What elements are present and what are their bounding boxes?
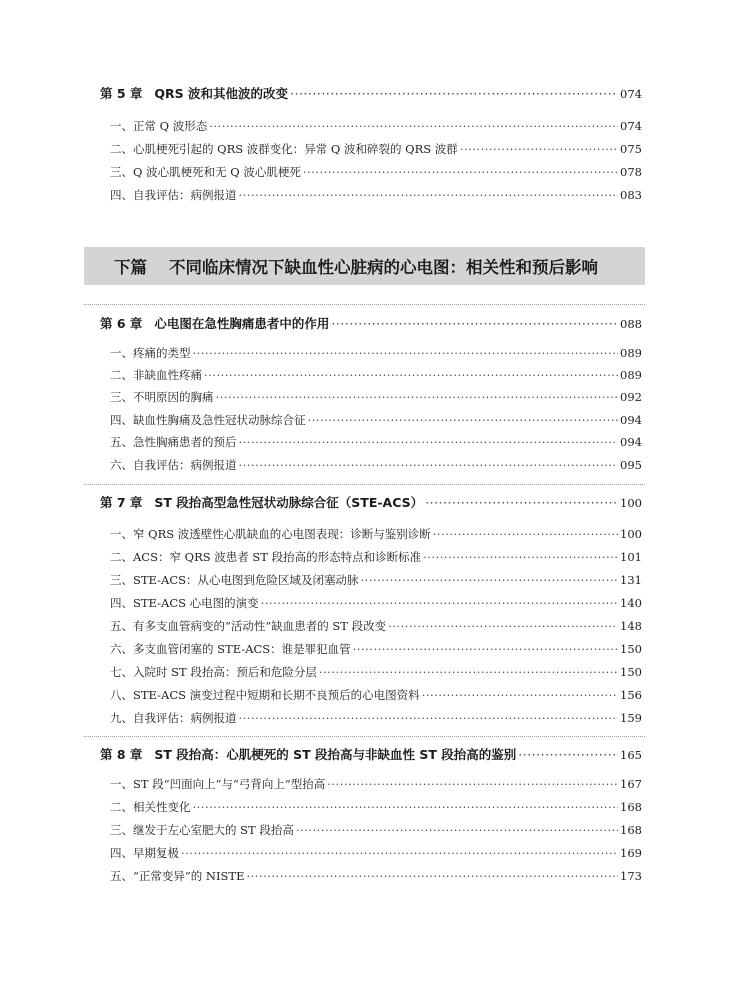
entry-label: 五、急性胸痛患者的预后 xyxy=(110,435,237,449)
leader-dots xyxy=(239,458,619,472)
leader-dots xyxy=(290,86,618,101)
leader-dots xyxy=(425,495,618,510)
entry-label: 三、继发于左心室肥大的 ST 段抬高 xyxy=(110,823,294,837)
leader-dots xyxy=(353,642,618,656)
leader-dots xyxy=(460,142,618,156)
toc-entry[interactable] xyxy=(110,434,642,450)
chapter-number: 第 6 章 xyxy=(100,316,143,331)
toc-entry[interactable] xyxy=(110,868,642,884)
page-number: 074 xyxy=(620,119,642,133)
leader-dots xyxy=(204,368,618,382)
entry-label: 三、Q 波心肌梗死和无 Q 波心肌梗死 xyxy=(110,165,301,179)
leader-dots xyxy=(246,869,618,883)
page-number: 078 xyxy=(620,165,642,179)
page-number: 150 xyxy=(620,665,642,679)
part-banner xyxy=(84,247,645,285)
toc-entry[interactable] xyxy=(110,118,642,134)
entry-label: 八、STE-ACS 演变过程中短期和长期不良预后的心电图资料 xyxy=(110,688,420,702)
entry-label: 一、正常 Q 波形态 xyxy=(110,119,208,133)
chapter-title: ST 段抬高型急性冠状动脉综合征（STE-ACS） xyxy=(154,495,424,510)
toc-entry[interactable] xyxy=(110,526,642,542)
leader-dots xyxy=(261,596,618,610)
page-number: 150 xyxy=(620,642,642,656)
leader-dots xyxy=(319,665,618,679)
entry-label: 二、非缺血性疼痛 xyxy=(110,368,202,382)
toc-entry[interactable] xyxy=(110,572,642,588)
chapter-7-heading[interactable] xyxy=(100,493,642,511)
entry-label: 四、早期复极 xyxy=(110,846,179,860)
entry-label: 二、心肌梗死引起的 QRS 波群变化：异常 Q 波和碎裂的 QRS 波群 xyxy=(110,142,458,156)
entry-label: 七、入院时 ST 段抬高：预后和危险分层 xyxy=(110,665,317,679)
entry-label: 二、相关性变化 xyxy=(110,800,191,814)
toc-entry[interactable] xyxy=(110,641,642,657)
toc-entry[interactable] xyxy=(110,845,642,861)
entry-label: 三、不明原因的胸痛 xyxy=(110,390,214,404)
entry-label: 六、多支血管闭塞的 STE-ACS：谁是罪犯血管 xyxy=(110,642,351,656)
leader-dots xyxy=(216,390,619,404)
toc-entry[interactable] xyxy=(110,776,642,792)
entry-label: 九、自我评估：病例报道 xyxy=(110,711,237,725)
page-number: 074 xyxy=(620,87,642,101)
page-number: 083 xyxy=(620,188,642,202)
entry-label: 三、STE-ACS：从心电图到危险区域及闭塞动脉 xyxy=(110,573,359,587)
entry-label: 一、疼痛的类型 xyxy=(110,346,191,360)
page-number: 094 xyxy=(620,413,642,427)
page-number: 088 xyxy=(620,317,642,331)
toc-entry[interactable] xyxy=(110,412,642,428)
chapter-title: ST 段抬高：心肌梗死的 ST 段抬高与非缺血性 ST 段抬高的鉴别 xyxy=(154,747,517,762)
page-number: 089 xyxy=(620,346,642,360)
toc-entry[interactable] xyxy=(110,595,642,611)
leader-dots xyxy=(327,777,618,791)
leader-dots xyxy=(239,435,619,449)
leader-dots xyxy=(361,573,619,587)
toc-entry[interactable] xyxy=(110,549,642,565)
page-number: 148 xyxy=(620,619,642,633)
toc-entry[interactable] xyxy=(110,457,642,473)
chapter-title: QRS 波和其他波的改变 xyxy=(154,86,289,101)
leader-dots xyxy=(181,846,618,860)
page-number: 156 xyxy=(620,688,642,702)
entry-label: 四、自我评估：病例报道 xyxy=(110,188,237,202)
leader-dots xyxy=(518,747,618,762)
page-number: 165 xyxy=(620,748,642,762)
toc-entry[interactable] xyxy=(110,164,642,180)
leader-dots xyxy=(433,527,618,541)
page-number: 131 xyxy=(620,573,642,587)
leader-dots xyxy=(193,800,619,814)
section-divider xyxy=(84,484,645,485)
toc-entry[interactable] xyxy=(110,141,642,157)
entry-label: 四、STE-ACS 心电图的演变 xyxy=(110,596,259,610)
page-number: 169 xyxy=(620,846,642,860)
chapter-5-heading[interactable] xyxy=(100,84,642,102)
page-number: 095 xyxy=(620,458,642,472)
page-number: 100 xyxy=(620,527,642,541)
chapter-title: 心电图在急性胸痛患者中的作用 xyxy=(154,316,330,331)
chapter-number: 第 8 章 xyxy=(100,747,143,762)
toc-entry[interactable] xyxy=(110,687,642,703)
leader-dots xyxy=(331,316,618,331)
entry-label: 六、自我评估：病例报道 xyxy=(110,458,237,472)
entry-label: 二、ACS：窄 QRS 波患者 ST 段抬高的形态特点和诊断标准 xyxy=(110,550,422,564)
leader-dots xyxy=(296,823,618,837)
toc-entry[interactable] xyxy=(110,187,642,203)
page-number: 094 xyxy=(620,435,642,449)
page-number: 167 xyxy=(620,777,642,791)
leader-dots xyxy=(422,688,618,702)
part-label: 下篇 xyxy=(114,258,147,277)
leader-dots xyxy=(193,346,619,360)
page-number: 101 xyxy=(620,550,642,564)
toc-entry[interactable] xyxy=(110,618,642,634)
toc-entry[interactable] xyxy=(110,664,642,680)
toc-entry[interactable] xyxy=(110,710,642,726)
page-number: 168 xyxy=(620,823,642,837)
toc-entry[interactable] xyxy=(110,367,642,383)
page-number: 140 xyxy=(620,596,642,610)
page-number: 173 xyxy=(620,869,642,883)
section-divider xyxy=(84,304,645,305)
leader-dots xyxy=(239,188,619,202)
entry-label: 一、ST 段“凹面向上”与“弓背向上”型抬高 xyxy=(110,777,326,791)
page-number: 100 xyxy=(620,496,642,510)
chapter-number: 第 7 章 xyxy=(100,495,143,510)
entry-label: 一、窄 QRS 波透壁性心肌缺血的心电图表现：诊断与鉴别诊断 xyxy=(110,527,431,541)
entry-label: 四、缺血性胸痛及急性冠状动脉综合征 xyxy=(110,413,306,427)
part-title: 不同临床情况下缺血性心脏病的心电图：相关性和预后影响 xyxy=(169,258,598,277)
toc-entry[interactable] xyxy=(110,799,642,815)
page-number: 159 xyxy=(620,711,642,725)
chapter-number: 第 5 章 xyxy=(100,86,143,101)
entry-label: 五、“正常变异”的 NISTE xyxy=(110,869,245,883)
leader-dots xyxy=(209,119,618,133)
toc-entry[interactable] xyxy=(110,345,642,361)
page-number: 075 xyxy=(620,142,642,156)
leader-dots xyxy=(388,619,618,633)
page-number: 092 xyxy=(620,390,642,404)
toc-entry[interactable] xyxy=(110,389,642,405)
page-number: 168 xyxy=(620,800,642,814)
section-divider xyxy=(84,736,645,737)
entry-label: 五、有多支血管病变的“活动性”缺血患者的 ST 段改变 xyxy=(110,619,387,633)
chapter-8-heading[interactable] xyxy=(100,745,642,763)
leader-dots xyxy=(308,413,619,427)
page-number: 089 xyxy=(620,368,642,382)
chapter-6-heading[interactable] xyxy=(100,314,642,332)
leader-dots xyxy=(303,165,618,179)
leader-dots xyxy=(239,711,619,725)
toc-entry[interactable] xyxy=(110,822,642,838)
leader-dots xyxy=(423,550,618,564)
